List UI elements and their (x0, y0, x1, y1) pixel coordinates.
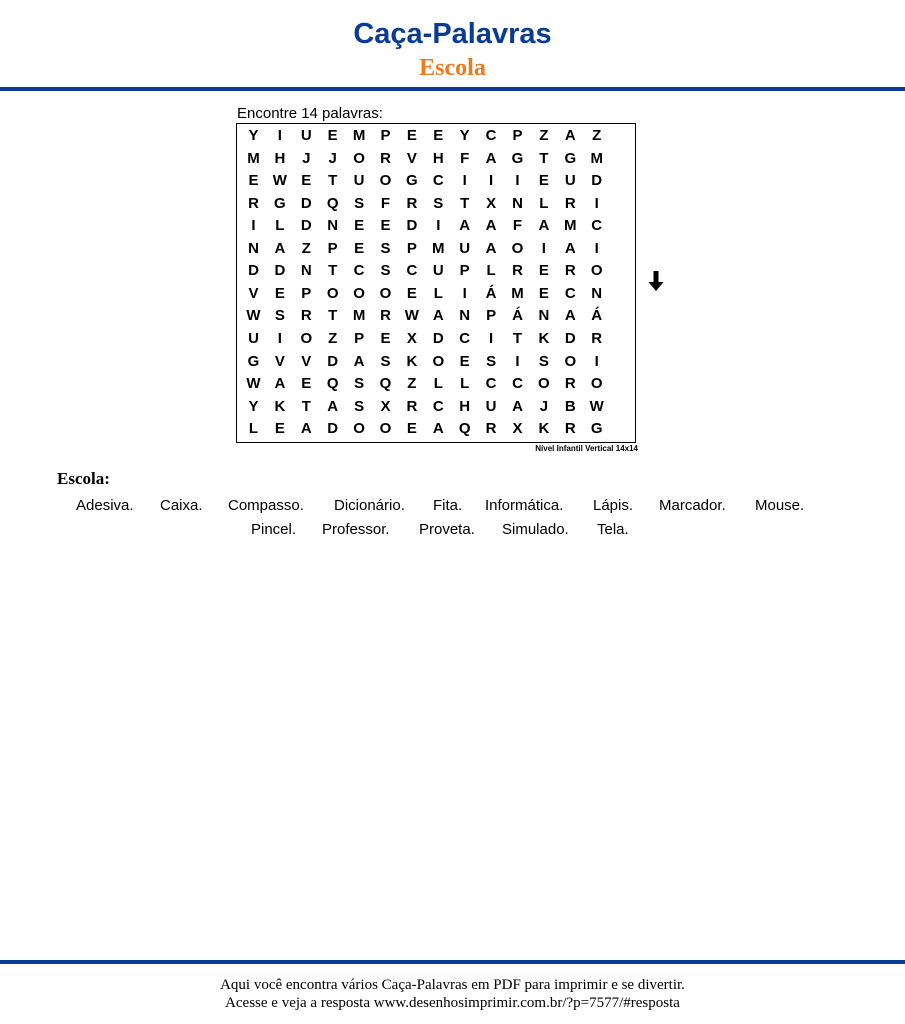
grid-letter: M (432, 239, 445, 257)
grid-letter: A (274, 239, 286, 257)
grid-letter: N (300, 262, 312, 280)
grid-letter: S (354, 194, 365, 212)
grid-letter: V (301, 352, 312, 370)
grid-letter: E (301, 375, 312, 393)
grid-letter: U (248, 329, 259, 347)
grid-letter: P (406, 239, 417, 257)
grid-letter: A (564, 127, 576, 144)
grid-letter: I (541, 239, 546, 257)
grid-letter: O (590, 375, 603, 393)
word-list-item: Lápis. (593, 497, 634, 514)
grid-letter: G (247, 352, 260, 370)
grid-letter: R (248, 194, 259, 212)
grid-letter: E (406, 284, 417, 302)
grid-letter: I (277, 127, 282, 144)
grid-letter: D (274, 262, 286, 280)
grid-letter: I (515, 352, 520, 370)
grid-letter: X (512, 420, 523, 438)
grid-letter: O (353, 149, 365, 167)
word-list-heading: Escola: (57, 469, 110, 488)
grid-letter: W (246, 375, 261, 393)
grid-letter: O (326, 284, 339, 302)
grid-letter: E (538, 262, 549, 280)
grid-letter: K (274, 397, 286, 415)
grid-letter: E (380, 217, 391, 235)
grid-letter: G (564, 149, 577, 167)
grid-letter: F (512, 217, 523, 235)
grid-letter: Z (539, 127, 549, 144)
grid-letter: Q (326, 375, 339, 393)
grid-letter: P (354, 329, 365, 347)
grid-letter: I (489, 172, 494, 190)
grid-letter: N (512, 194, 523, 212)
grid-letter: V (248, 284, 259, 302)
word-list-item: Compasso. (228, 497, 304, 514)
grid-letter: V (406, 149, 417, 167)
grid-letter: A (432, 420, 444, 438)
grid-letter: I (462, 284, 467, 302)
grid-letter: Y (248, 397, 259, 415)
grid-letter: G (511, 149, 524, 167)
top-divider (0, 87, 905, 91)
grid-letter: R (564, 194, 576, 212)
grid-letter: D (300, 217, 312, 235)
grid-letter: S (380, 239, 391, 257)
grid-letter: N (248, 239, 259, 257)
word-search-grid (236, 123, 636, 443)
grid-letter: X (380, 397, 391, 415)
grid-letter: E (354, 239, 365, 257)
word-list-item: Pincel. (251, 521, 297, 538)
grid-letter: D (300, 194, 312, 212)
grid-letter: T (328, 262, 338, 280)
grid-letter: A (485, 239, 497, 257)
grid-letter: A (432, 307, 444, 325)
grid-letter: R (406, 397, 418, 415)
grid-letter: V (274, 352, 285, 370)
word-list-item: Marcador. (659, 497, 726, 514)
grid-letter: M (247, 149, 260, 167)
grid-letter: E (248, 172, 259, 190)
grid-letter: S (486, 352, 497, 370)
grid-letter: S (354, 375, 365, 393)
grid-letter: W (246, 307, 261, 325)
grid-letter: W (589, 397, 604, 415)
grid-letter: H (459, 397, 471, 415)
grid-letter: Z (328, 329, 338, 347)
grid-letter: A (538, 217, 550, 235)
grid-letter: L (539, 194, 549, 212)
grid-letter: A (564, 239, 576, 257)
grid-letter: Á (485, 284, 497, 302)
grid-letter: C (432, 172, 444, 190)
grid-letter: T (539, 149, 549, 167)
grid-letter: Y (459, 127, 470, 144)
grid-letter: Z (407, 375, 417, 393)
grid-letter: W (404, 307, 419, 325)
grid-letter: N (459, 307, 471, 325)
word-list-item: Proveta. (419, 521, 475, 538)
down-arrow-icon (647, 270, 665, 292)
grid-letter: Y (248, 127, 259, 144)
grid-letter: B (564, 397, 576, 415)
grid-letter: P (301, 284, 312, 302)
grid-letter: O (538, 375, 550, 393)
grid-letter: I (515, 172, 520, 190)
grid-letter: C (432, 397, 444, 415)
grid-letter: A (274, 375, 286, 393)
grid-letter: S (380, 352, 391, 370)
grid-letter: A (485, 149, 497, 167)
grid-letter: C (485, 375, 497, 393)
grid-letter: R (380, 307, 391, 325)
grid-letter: I (594, 239, 599, 257)
grid-letter: R (485, 420, 497, 438)
grid-letter: R (406, 194, 418, 212)
word-list-item: Dicionário. (334, 497, 405, 514)
word-list-item: Adesiva. (76, 497, 134, 514)
grid-letter: U (300, 127, 312, 144)
grid-letter: D (327, 352, 339, 370)
word-list-item: Caixa. (160, 497, 203, 514)
footer-text: Aqui você encontra vários Caça-Palavras em PDF para imprimir e se divertir. (220, 977, 685, 993)
grid-letter: M (352, 127, 366, 144)
grid-letter: E (380, 329, 391, 347)
grid-letter: M (511, 284, 524, 302)
grid-letter: L (433, 284, 443, 302)
grid-letter: D (406, 217, 418, 235)
grid-letter: O (353, 284, 365, 302)
grid-letter: A (353, 352, 365, 370)
grid-letter: K (538, 329, 550, 347)
grid-letter: Á (512, 307, 523, 325)
grid-letter: N (591, 284, 603, 302)
grid-letter: C (564, 284, 576, 302)
grid-letter: H (274, 149, 286, 167)
grid-letter: G (274, 194, 286, 212)
grid-letter: C (459, 329, 471, 347)
grid-letter: I (277, 329, 282, 347)
grid-letter: O (590, 262, 603, 280)
grid-letter: X (406, 329, 417, 347)
grid-letter: R (591, 329, 603, 347)
grid-letter: K (538, 420, 550, 438)
grid-letter: H (432, 149, 444, 167)
grid-letter: E (406, 420, 417, 438)
grid-letter: L (275, 217, 285, 235)
grid-letter: M (352, 307, 366, 325)
grid-letter: O (432, 352, 445, 370)
grid-letter: E (538, 172, 549, 190)
grid-letter: I (251, 217, 256, 235)
grid-letter: O (379, 420, 392, 438)
grid-letter: U (459, 239, 471, 257)
grid-letter: C (406, 262, 418, 280)
page-title: Caça-Palavras (353, 18, 552, 50)
grid-letter: O (564, 352, 577, 370)
grid-letter: J (539, 397, 549, 415)
grid-letter: R (380, 149, 391, 167)
grid-letter: A (564, 307, 576, 325)
grid-letter: U (485, 397, 497, 415)
word-list-item: Fita. (433, 497, 463, 514)
grid-letter: A (512, 397, 523, 415)
grid-letter: X (486, 194, 497, 212)
grid-letter: T (328, 172, 338, 190)
grid-letter: T (301, 397, 311, 415)
grid-letter: A (459, 217, 471, 235)
grid-letter: I (436, 217, 441, 235)
grid-letter: L (433, 375, 443, 393)
grid-letter: P (380, 127, 391, 144)
grid-letter: R (564, 420, 576, 438)
grid-letter: L (460, 375, 470, 393)
grid-letter: D (564, 329, 576, 347)
grid-letter: Á (591, 307, 603, 325)
word-list-item: Informática. (485, 497, 564, 514)
grid-letter: O (379, 284, 392, 302)
grid-letter: Q (326, 194, 339, 212)
grid-letter: L (248, 420, 259, 438)
grid-letter: D (327, 420, 339, 438)
grid-letter: O (379, 172, 392, 190)
grid-letter: R (564, 262, 576, 280)
grid-letter: T (328, 307, 338, 325)
grid-letter: U (353, 172, 365, 190)
grid-letter: P (486, 307, 497, 325)
grid-letter: Z (592, 127, 602, 144)
grid-letter: S (274, 307, 285, 325)
grid-letter: G (590, 420, 603, 438)
grid-letter: S (354, 397, 365, 415)
word-list-item: Simulado. (502, 521, 569, 538)
footer-link-text: Acesse e veja a resposta www.desenhosimprimir.com.br/?p=7577/#resposta (225, 995, 680, 1011)
grid-letter: J (302, 149, 311, 167)
level-label: Nível Infantil Vertical 14x14 (535, 444, 638, 453)
grid-letter: E (354, 217, 365, 235)
grid-letter: S (538, 352, 549, 370)
grid-letter: J (328, 149, 337, 167)
grid-letter: T (460, 194, 470, 212)
grid-letter: O (353, 420, 365, 438)
puzzle-instruction: Encontre 14 palavras: (237, 105, 383, 122)
grid-letter: E (433, 127, 444, 144)
grid-letter: C (512, 375, 523, 393)
grid-letter: D (248, 262, 259, 280)
grid-letter: E (327, 127, 338, 144)
grid-letter: P (327, 239, 338, 257)
word-list-item: Professor. (322, 521, 390, 538)
grid-letter: M (590, 149, 603, 167)
grid-letter: D (432, 329, 444, 347)
grid-letter: C (485, 127, 497, 144)
grid-letter: F (460, 149, 470, 167)
grid-letter: S (380, 262, 391, 280)
grid-letter: T (512, 329, 523, 347)
grid-letter: U (432, 262, 444, 280)
grid-letter: I (489, 329, 494, 347)
grid-letter: A (485, 217, 497, 235)
grid-letter: Q (379, 375, 392, 393)
grid-letter: M (564, 217, 577, 235)
grid-letter: I (462, 172, 467, 190)
grid-letter: F (380, 194, 391, 212)
grid-letter: Q (458, 420, 471, 438)
grid-letter: G (406, 172, 418, 190)
grid-letter: R (300, 307, 312, 325)
grid-letter: S (433, 194, 444, 212)
grid-letter: E (406, 127, 417, 144)
grid-letter: R (564, 375, 576, 393)
grid-letter: C (591, 217, 603, 235)
word-list-item: Mouse. (755, 497, 805, 514)
grid-letter: K (406, 352, 418, 370)
grid-letter: E (538, 284, 549, 302)
grid-letter: P (512, 127, 523, 144)
word-list-item: Tela. (597, 521, 629, 538)
grid-letter: L (486, 262, 496, 280)
grid-letter: Z (301, 239, 311, 257)
grid-letter: O (300, 329, 313, 347)
page-subtitle: Escola (419, 55, 486, 81)
grid-letter: A (300, 420, 312, 438)
grid-letter: E (274, 284, 285, 302)
grid-letter: U (564, 172, 576, 190)
grid-letter: E (301, 172, 312, 190)
grid-letter: E (459, 352, 470, 370)
grid-letter: E (274, 420, 285, 438)
grid-letter: D (591, 172, 603, 190)
grid-letter: C (353, 262, 365, 280)
grid-letter: I (594, 352, 599, 370)
grid-letter: P (459, 262, 470, 280)
grid-letter: O (511, 239, 524, 257)
grid-letter: N (538, 307, 550, 325)
grid-letter: N (327, 217, 339, 235)
bottom-divider (0, 960, 905, 964)
grid-letter: I (594, 194, 599, 212)
grid-letter: W (272, 172, 287, 190)
grid-letter: R (512, 262, 523, 280)
grid-letter: A (327, 397, 339, 415)
